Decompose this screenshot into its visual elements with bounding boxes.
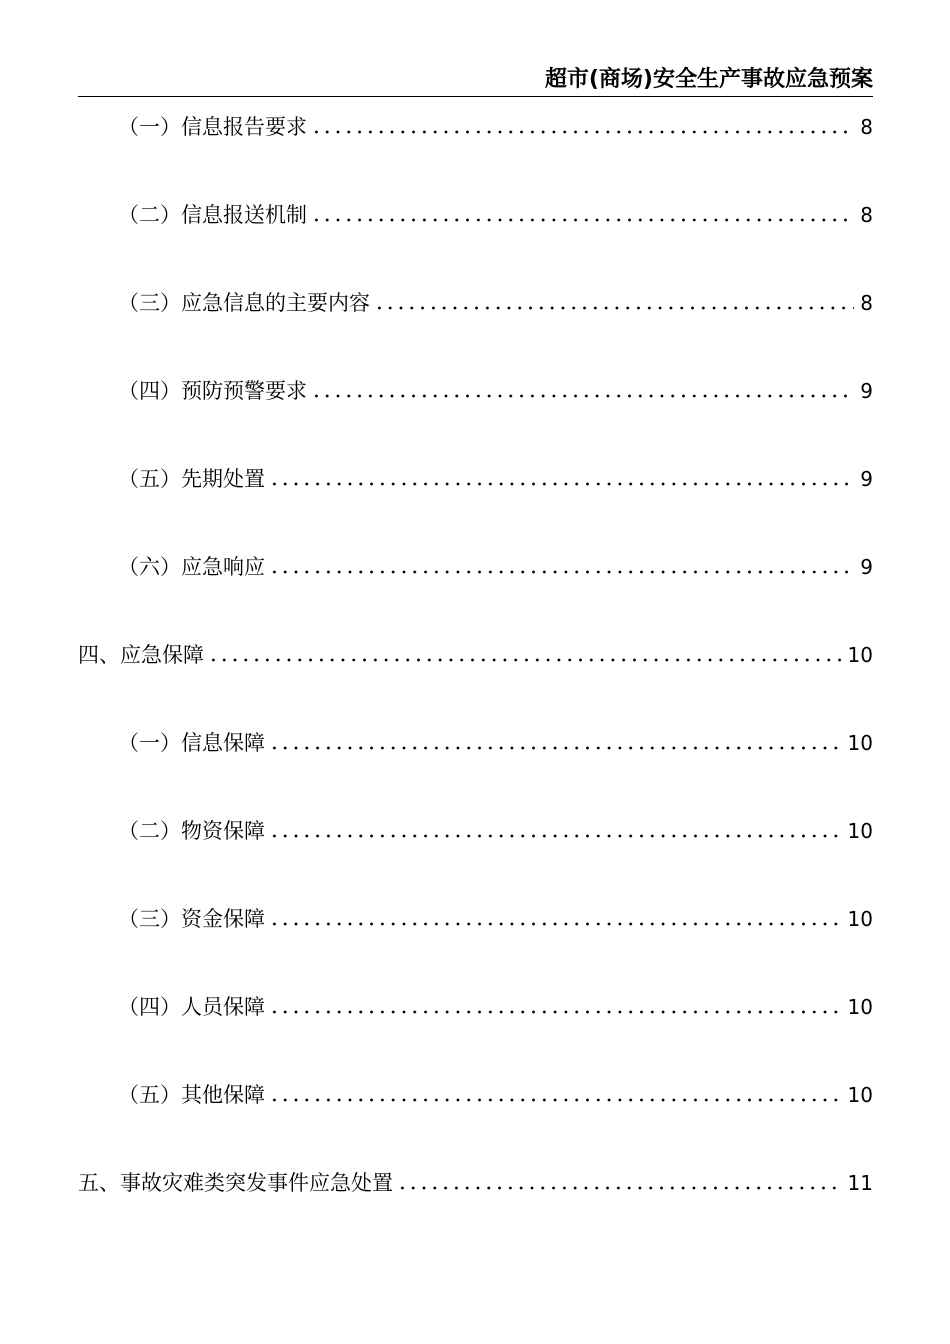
document-title: 超市(商场)安全生产事故应急预案: [544, 67, 873, 92]
toc-entry-page-number: 10: [847, 643, 873, 667]
toc-entry-label: （二）物资保障: [118, 819, 265, 843]
toc-entry-emergency-info-content[interactable]: [118, 286, 873, 316]
toc-entry-label: 四、应急保障: [78, 643, 204, 667]
toc-entry-emergency-response[interactable]: [118, 550, 873, 580]
dot-leader: [269, 482, 854, 486]
dot-leader: [311, 218, 854, 222]
toc-entry-label: （六）应急响应: [118, 555, 265, 579]
dot-leader: [374, 306, 854, 310]
toc-entry-label: （二）信息报送机制: [118, 203, 307, 227]
dot-leader: [208, 658, 842, 662]
dot-leader: [269, 746, 842, 750]
toc-entry-page-number: 11: [847, 1171, 873, 1195]
toc-entry-label: （一）信息报告要求: [118, 115, 307, 139]
toc-entry-label: （五）先期处置: [118, 467, 265, 491]
dot-leader: [269, 1098, 842, 1102]
toc-entry-label: （四）人员保障: [118, 995, 265, 1019]
page-header: [78, 66, 873, 97]
dot-leader: [311, 394, 854, 398]
toc-entry-emergency-support[interactable]: [78, 638, 873, 668]
toc-entry-info-support[interactable]: [118, 726, 873, 756]
toc-entry-page-number: 10: [847, 907, 873, 931]
toc-entry-initial-response[interactable]: [118, 462, 873, 492]
dot-leader: [397, 1186, 842, 1190]
toc-entry-page-number: 10: [847, 731, 873, 755]
toc-entry-personnel-support[interactable]: [118, 990, 873, 1020]
toc-entry-page-number: 8: [860, 203, 873, 227]
toc-entry-funding-support[interactable]: [118, 902, 873, 932]
toc-entry-label: （五）其他保障: [118, 1083, 265, 1107]
dot-leader: [269, 922, 842, 926]
toc-entry-page-number: 9: [860, 555, 873, 579]
toc-entry-page-number: 10: [847, 1083, 873, 1107]
toc-entry-label: （一）信息保障: [118, 731, 265, 755]
dot-leader: [269, 1010, 842, 1014]
toc-entry-other-support[interactable]: [118, 1078, 873, 1108]
toc-entry-page-number: 8: [860, 291, 873, 315]
toc-entry-page-number: 10: [847, 819, 873, 843]
toc-entry-label: （四）预防预警要求: [118, 379, 307, 403]
toc-entry-label: （三）资金保障: [118, 907, 265, 931]
toc-entry-page-number: 9: [860, 467, 873, 491]
dot-leader: [311, 130, 854, 134]
toc-entry-label: （三）应急信息的主要内容: [118, 291, 370, 315]
toc-entry-info-submission-mechanism[interactable]: [118, 198, 873, 228]
dot-leader: [269, 570, 854, 574]
toc-entry-prevention-warning[interactable]: [118, 374, 873, 404]
toc-entry-page-number: 8: [860, 115, 873, 139]
dot-leader: [269, 834, 842, 838]
toc-entry-material-support[interactable]: [118, 814, 873, 844]
toc-entry-label: 五、事故灾难类突发事件应急处置: [78, 1171, 393, 1195]
toc-entry-info-report-requirements[interactable]: [118, 110, 873, 140]
toc-entry-page-number: 10: [847, 995, 873, 1019]
toc-entry-page-number: 9: [860, 379, 873, 403]
toc-entry-accident-disaster-response[interactable]: [78, 1166, 873, 1196]
